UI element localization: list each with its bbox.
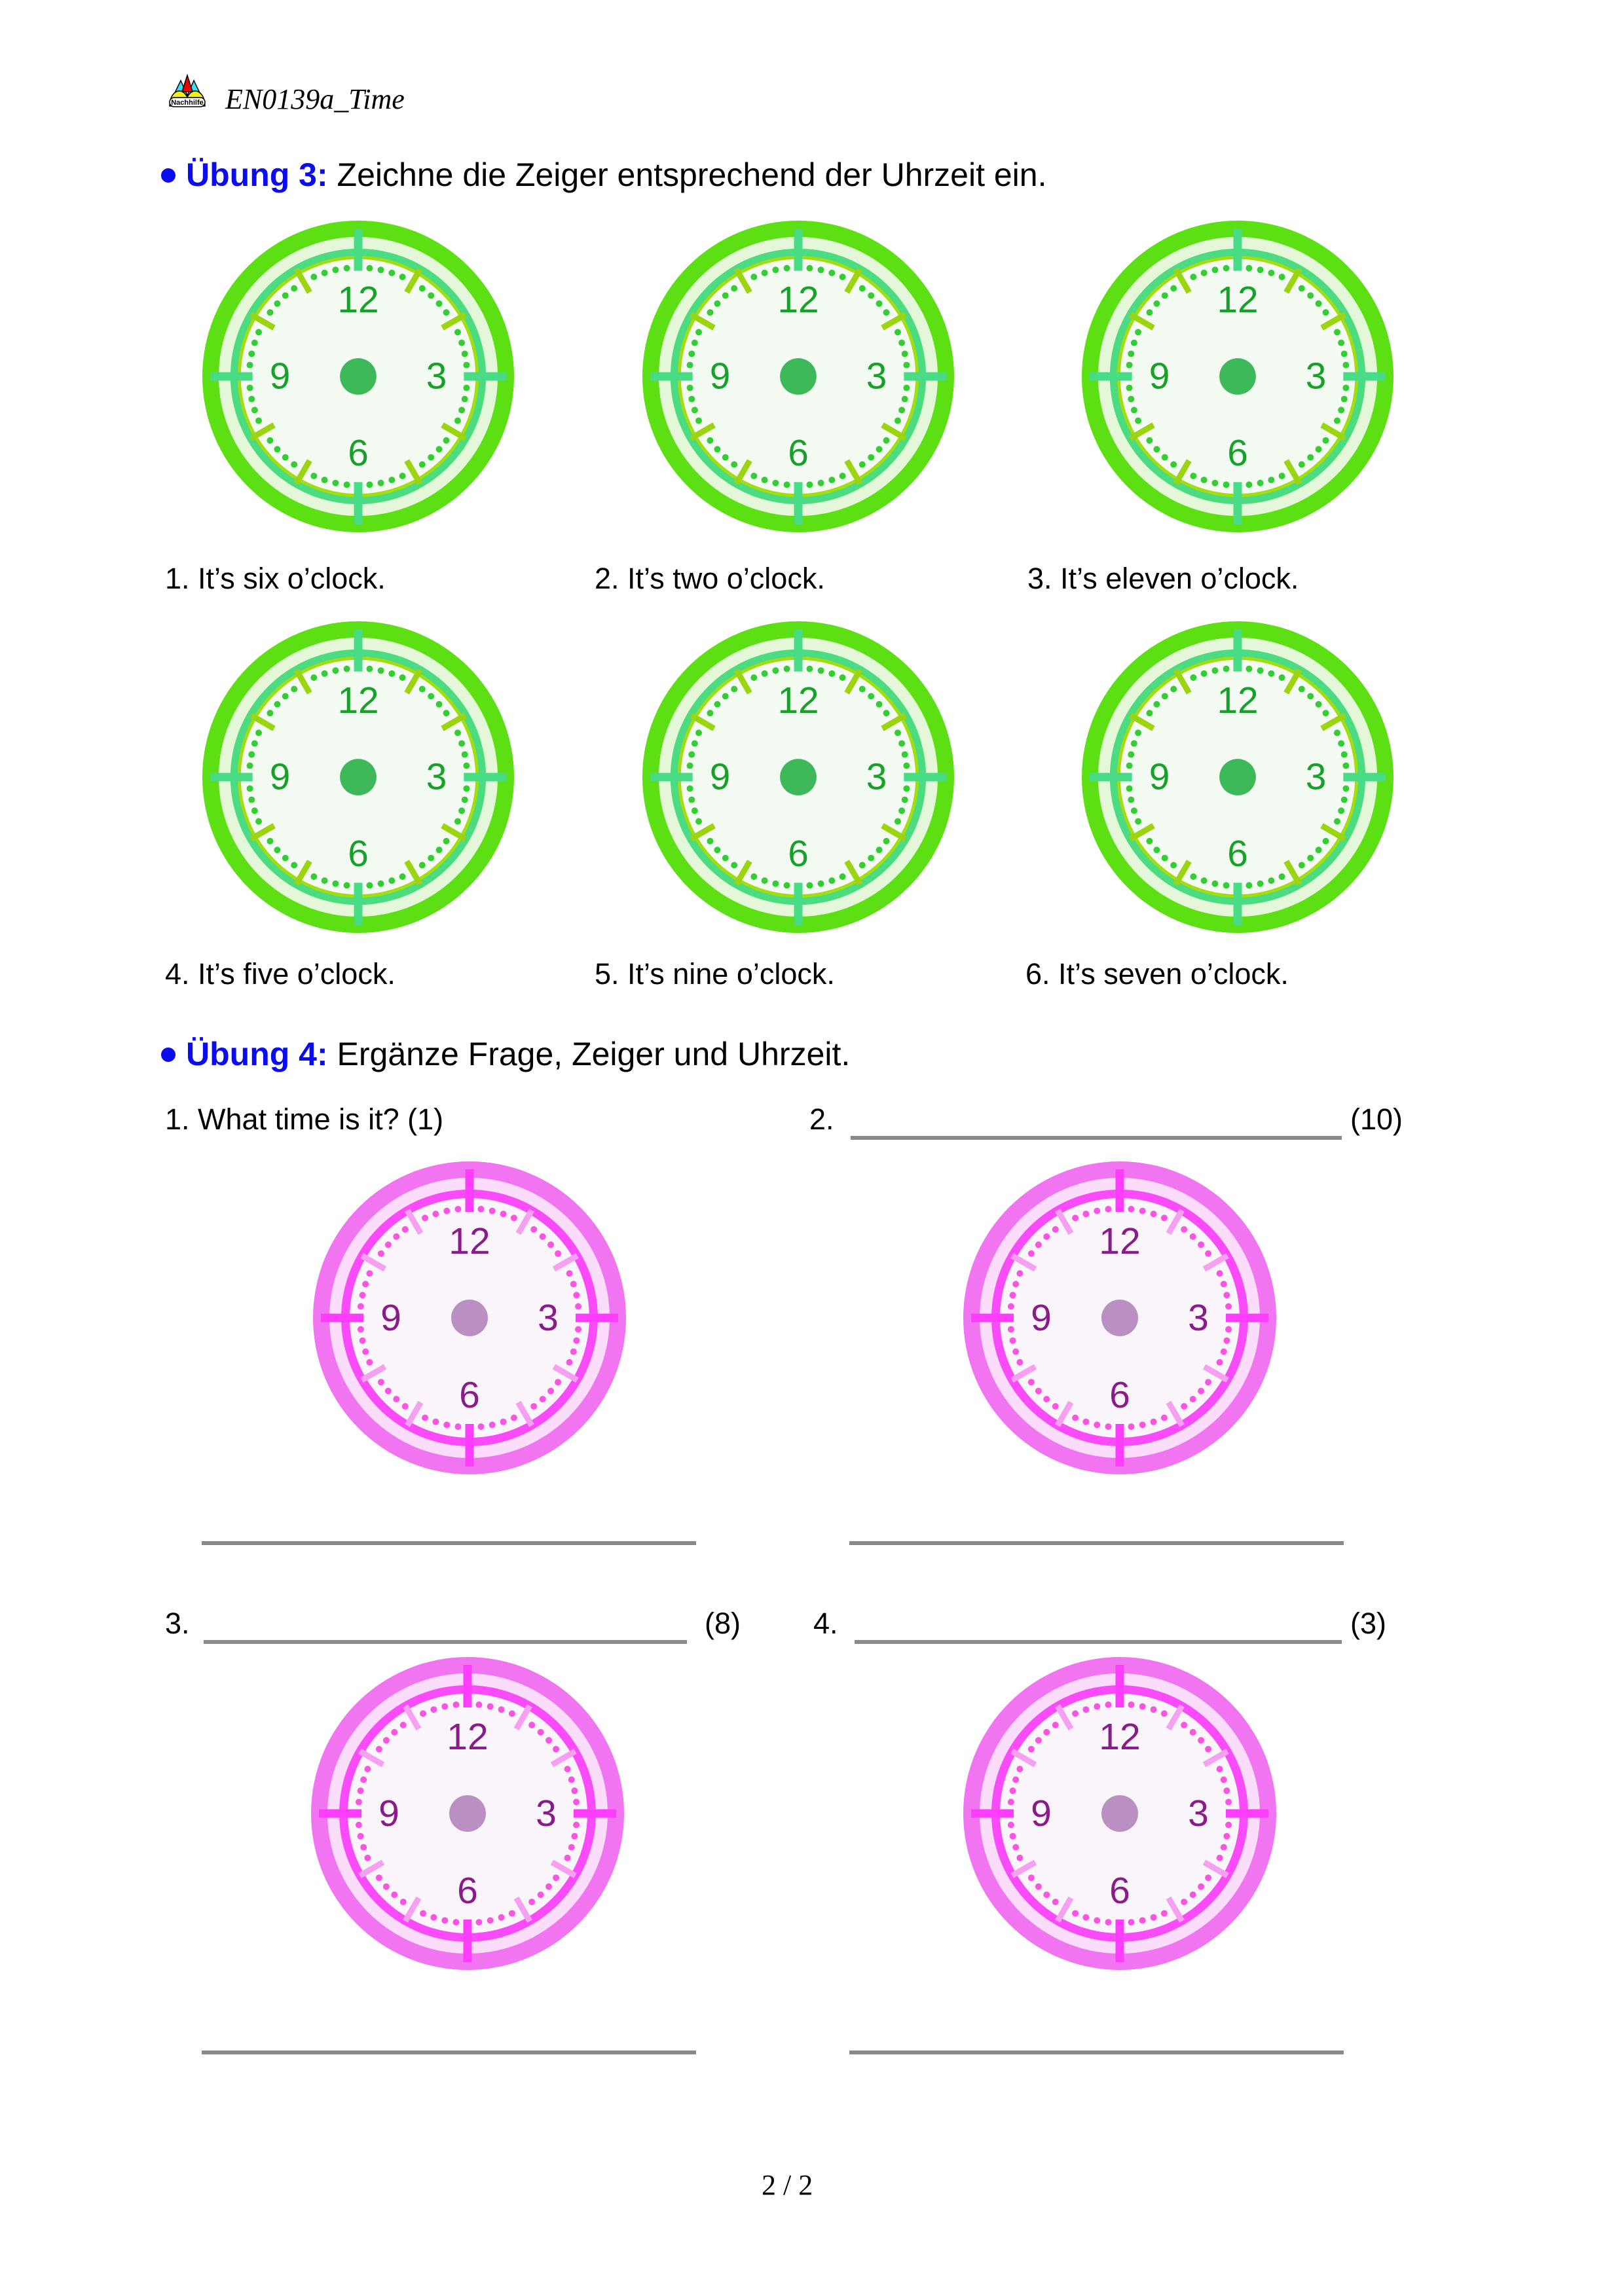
answer-blank-line [849,1541,1344,1545]
svg-text:12: 12 [1099,1220,1141,1262]
logo-banner-text: Nachhilfe [171,99,204,107]
question-blank-line-4 [855,1640,1342,1644]
clock-face-blank-5 [642,621,955,934]
question-item-4-hint [1350,1607,1386,1641]
svg-text:12: 12 [1217,680,1259,721]
question-blank-line-3 [204,1640,687,1644]
item-number: 3. [165,1607,190,1640]
svg-text:9: 9 [1031,1793,1052,1834]
item-hint: (8) [705,1607,741,1640]
caption-text: It’s six o’clock. [198,562,386,595]
svg-text:3: 3 [426,355,447,397]
svg-text:6: 6 [1109,1870,1130,1912]
question-item-4-number [813,1607,838,1641]
svg-text:6: 6 [1227,833,1248,875]
svg-text:12: 12 [777,680,819,721]
clock-caption-6 [1025,957,1289,991]
svg-text:12: 12 [1217,279,1259,321]
nachhilfe-logo-icon [168,73,206,107]
page-number: 2 / 2 [762,2169,813,2201]
svg-text:6: 6 [348,433,369,475]
caption-number: 5. [595,957,619,991]
clock-face-blank-6 [1081,621,1394,934]
caption-number: 6. [1025,957,1050,991]
question-item-2-hint [1350,1102,1403,1137]
answer-blank-line [849,2050,1344,2054]
svg-text:3: 3 [426,756,447,798]
svg-text:6: 6 [457,1870,478,1912]
question-blank-line-2 [851,1136,1342,1140]
svg-text:9: 9 [378,1793,399,1834]
clock-caption-1 [165,562,386,596]
exercise4-heading [186,1035,850,1073]
item-hint: (3) [1350,1607,1386,1640]
svg-text:9: 9 [709,355,731,397]
clock-face-blank-10 [963,1656,1277,1971]
svg-text:3: 3 [866,756,887,798]
item-hint: (1) [407,1102,444,1136]
answer-blank-line [202,1541,696,1545]
clock-face-blank-8 [963,1161,1277,1475]
clock-face-blank-9 [310,1656,625,1971]
svg-text:3: 3 [1188,1297,1209,1339]
svg-text:3: 3 [536,1793,557,1834]
item-number: 1. [165,1102,190,1136]
svg-text:6: 6 [348,833,369,875]
svg-text:6: 6 [459,1374,480,1416]
clock-face-blank-3 [1081,220,1394,533]
svg-text:12: 12 [777,279,819,321]
svg-text:6: 6 [788,833,809,875]
exercise4-label: Übung 4: [186,1036,328,1072]
svg-text:9: 9 [380,1297,401,1339]
bullet-icon [161,168,175,183]
question-item-2-number [809,1102,834,1137]
clock-face-blank-4 [202,621,515,934]
svg-text:3: 3 [866,355,887,397]
svg-text:12: 12 [337,279,379,321]
item-number: 4. [813,1607,838,1640]
clock-face-blank-7 [312,1161,627,1475]
svg-text:12: 12 [337,680,379,721]
svg-text:12: 12 [449,1220,490,1262]
caption-text: It’s two o’clock. [627,562,825,595]
svg-text:9: 9 [269,355,291,397]
svg-text:12: 12 [1099,1716,1141,1758]
svg-text:9: 9 [1149,355,1170,397]
exercise4-instruction: Ergänze Frage, Zeiger und Uhrzeit. [337,1036,851,1072]
bullet-icon [161,1048,175,1062]
svg-text:3: 3 [1305,355,1327,397]
svg-text:6: 6 [1109,1374,1130,1416]
document-title: EN0139a_Time [225,83,405,115]
caption-text: It’s five o’clock. [198,957,396,991]
svg-text:6: 6 [1227,433,1248,475]
svg-text:9: 9 [269,756,291,798]
clock-face-blank-2 [642,220,955,533]
svg-text:12: 12 [447,1716,489,1758]
clock-caption-3 [1027,562,1299,596]
svg-text:6: 6 [788,433,809,475]
caption-number: 1. [165,562,190,595]
caption-number: 3. [1027,562,1052,595]
exercise3-label: Übung 3: [186,156,328,193]
caption-text: It’s eleven o’clock. [1060,562,1299,595]
exercise3-heading [186,156,1046,194]
caption-text: It’s seven o’clock. [1058,957,1289,991]
clock-caption-4 [165,957,396,991]
svg-text:3: 3 [538,1297,559,1339]
exercise3-instruction: Zeichne die Zeiger entsprechend der Uhrzeit ein. [337,156,1047,193]
item-hint: (10) [1350,1102,1403,1136]
svg-text:3: 3 [1188,1793,1209,1834]
caption-number: 2. [595,562,619,595]
clock-face-blank-1 [202,220,515,533]
question-item-3-hint [705,1607,741,1641]
item-number: 2. [809,1102,834,1136]
caption-text: It’s nine o’clock. [627,957,835,991]
item-text: What time is it? [198,1102,399,1136]
answer-blank-line [202,2050,696,2054]
caption-number: 4. [165,957,190,991]
question-item-1 [165,1102,443,1137]
svg-text:9: 9 [709,756,731,798]
question-item-3-number [165,1607,190,1641]
clock-caption-2 [595,562,825,596]
svg-text:3: 3 [1305,756,1327,798]
svg-text:9: 9 [1149,756,1170,798]
svg-text:9: 9 [1031,1297,1052,1339]
clock-caption-5 [595,957,835,991]
